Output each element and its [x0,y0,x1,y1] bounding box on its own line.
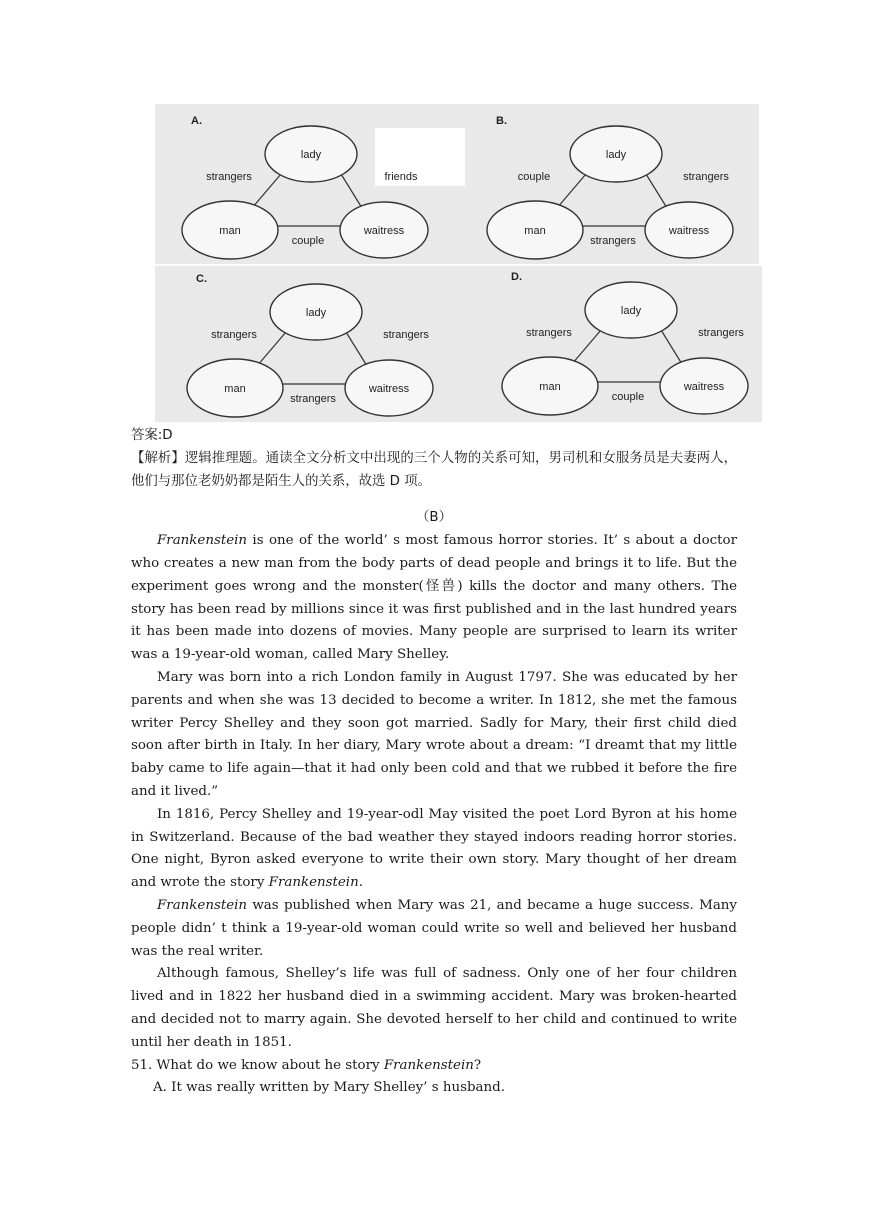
node-top-label: lady [605,149,627,161]
passage [131,530,737,1054]
diagram-letter: B. [496,115,507,127]
passage-paragraph [131,895,737,963]
node-top-label: lady [300,149,322,161]
paragraph-run: Frankenstein [157,897,248,913]
paragraph-run: is one of the world’ s most famous horror stories. It’ s about a doctor who creates a new man from the body parts of dead people and brings it to life. But the experiment goes wrong and the monster(怪兽) kills the doctor and many others. The story has been read by millions since it was first published and in the last hundred years it has been made into dozens of movies. Many people are surprised to learn its writer was a 19-year-old woman, called Mary Shelley. [131,533,737,663]
diagram-letter: D. [511,271,522,283]
node-right-label: waitress [363,225,405,237]
edge-label-left: strangers [526,327,572,339]
paragraph-run: Frankenstein. [268,875,363,891]
explanation [131,448,737,494]
node-top-label: lady [305,307,327,319]
diagrams-svg [155,104,762,422]
edge-label-left: strangers [211,329,257,341]
relationship-diagrams-figure [155,104,762,422]
passage-paragraph [131,963,737,1054]
content-column [131,425,737,1100]
diagram-letter: C. [196,273,207,285]
paragraph-run: Mary was born into a rich London family in August 1797. She was educated by her parents and when she was 13 decided to become a writer. In 1812, she met the famous writer Percy Shelley and they soon got married. Sadly for Mary, their first child died soon after birth in Italy. In her diary, Mary wrote about a dream: “I dreamt that my little baby came to life again—that it had only been cold and that we rubbed it before the fire and it lived.” [131,669,737,799]
edge-label-right: strangers [683,171,729,183]
section-title: （B） [416,510,452,526]
question-51 [131,1055,737,1078]
answer-line: 答案:D [131,428,173,443]
question-options [131,1077,737,1100]
diagram-letter: A. [191,115,202,127]
explanation-label: 【解析】 [131,450,185,466]
edge-label-left: couple [517,171,551,183]
node-left-label: man [539,381,561,393]
passage-paragraph [131,667,737,804]
paragraph-run: Although famous, Shelley’s life was full of sadness. Only one of her four children lived and in 1822 her husband died in a swimming accident. Mary was broken-hearted and decided not to marry again. She devoted herself to her child and continued to write until her death in 1851. [131,966,737,1050]
question-run: ? [473,1057,482,1073]
edge-label-right: friends [384,171,418,183]
passage-paragraph [131,530,737,667]
edge-label-bottom: couple [291,235,325,247]
node-right-label: waitress [683,381,725,393]
question-run: 51. What do we know about he story [131,1057,384,1073]
node-right-label: waitress [668,225,710,237]
edge-label-bottom: couple [611,391,645,403]
edge-label-bottom: strangers [290,393,336,405]
edge-label-right: strangers [698,327,744,339]
node-left-label: man [224,383,246,395]
edge-label-right: strangers [383,329,429,341]
node-left-label: man [219,225,241,237]
explanation-text: 逻辑推理题。通读全文分析文中出现的三个人物的关系可知，男司机和女服务员是夫妻两人，他们与那位老奶奶都是陌生人的关系，故选 D 项。 [131,450,737,489]
node-right-label: waitress [368,383,410,395]
paragraph-run: was published when Mary was 21, and became a huge success. Many people didn’ t think a 19-year-old woman could write so well and believed her husband was the real writer. [131,897,737,959]
paragraph-run: In 1816, Percy Shelley and 19-year-odl May visited the poet Lord Byron at his home in Switzerland. Because of the bad weather they stayed indoors reading horror stories. One night, Byron asked everyone to write their own story. Mary thought of her dream and wrote the story [131,806,737,891]
edge-label-left: strangers [206,171,252,183]
paragraph-run: Frankenstein [157,533,248,549]
answer-option: A. It was really written by Mary Shelley’ s husband. [153,1080,505,1096]
passage-paragraph [131,804,737,895]
node-top-label: lady [620,305,642,317]
question-run: Frankenstein [383,1057,474,1073]
node-left-label: man [524,225,546,237]
edge-label-bottom: strangers [590,235,636,247]
